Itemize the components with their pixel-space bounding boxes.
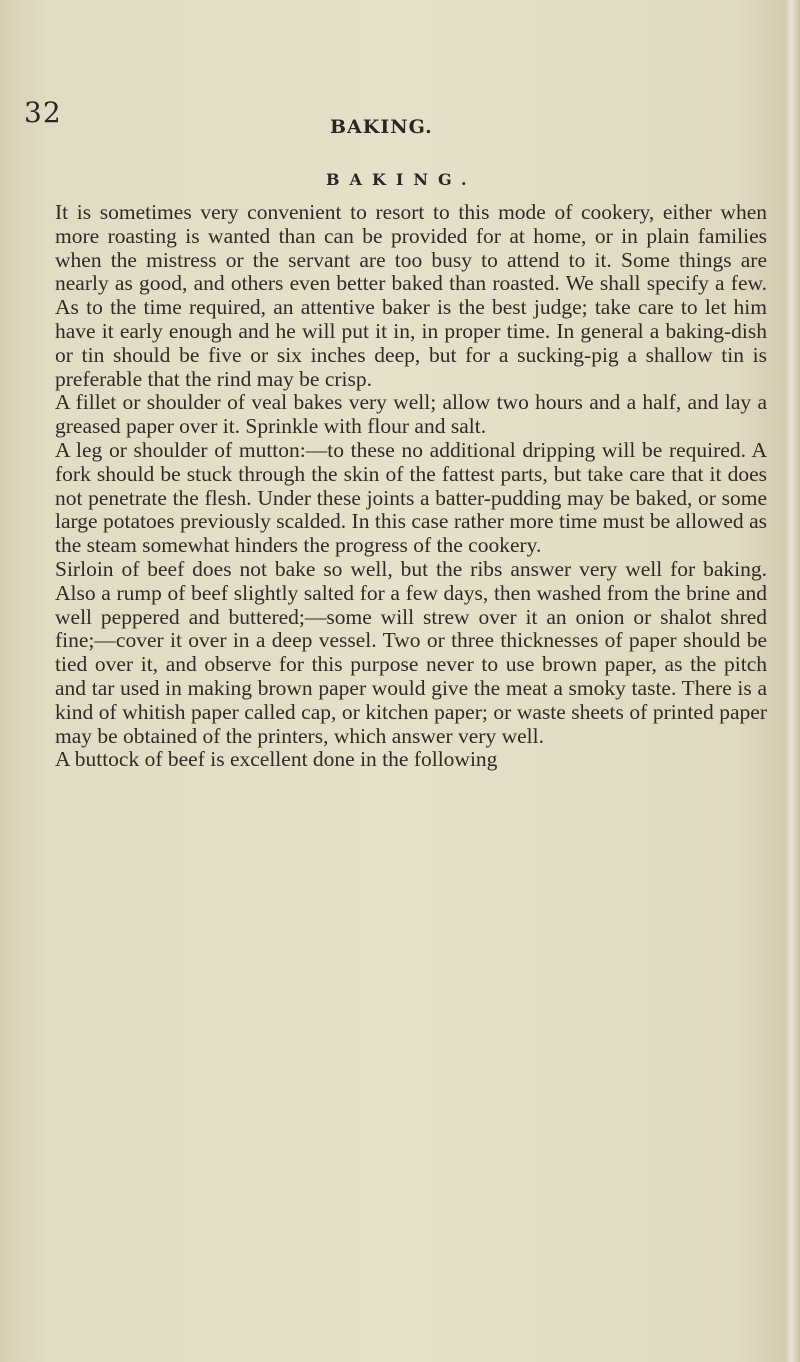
page-number: 32	[24, 96, 62, 129]
paragraph-buttock: A buttock of beef is excellent done in the following	[55, 747, 498, 772]
page-edge	[786, 0, 800, 1362]
body-text	[55, 201, 767, 772]
running-head: BAKING.	[330, 116, 433, 138]
paragraph-beef: Sirloin of beef does not bake so well, but the ribs answer very well for baking. Also a rump of beef slightly salted for a few days, then washed from the brine and well peppered and buttered;—some will strew over it an onion or shalot shred fine;—cover it over in a deep vessel. Two or three thicknesses of paper should be tied over it, and observe for this purpose never to use brown paper, as the pitch and tar used in making brown paper would give the meat a smoky taste. There is a kind of whitish paper called cap, or kitchen paper; or waste sheets of printed paper may be obtained of the printers, which answer very well.	[55, 556, 767, 748]
paragraph-intro: It is sometimes very convenient to resort to this mode of cookery, either when more roasting is wanted than can be provided for at home, or in plain families when the mistress or the servant are too busy to attend to it. Some things are nearly as good, and others even better baked than roasted. We shall specify a few. As to the time required, an attentive baker is the best judge; take care to let him have it early enough and he will put it in, in proper time. In general a baking-dish or tin should be five or six inches deep, but for a sucking-pig a shallow tin is preferable that the rind may be crisp.	[55, 200, 767, 391]
section-title: BAKING.	[326, 170, 477, 189]
paragraph-mutton: A leg or shoulder of mutton:—to these no additional dripping will be required. A fork should be stuck through the skin of the fattest parts, but take care that it does not penetrate the flesh. Under these joints a batter-pudding may be baked, or some large potatoes previously scalded. In this case rather more time must be allowed as the steam somewhat hinders the progress of the cookery.	[55, 437, 767, 558]
paragraph-veal: A fillet or shoulder of veal bakes very well; allow two hours and a half, and lay a greased paper over it. Sprinkle with flour and salt.	[55, 390, 767, 439]
